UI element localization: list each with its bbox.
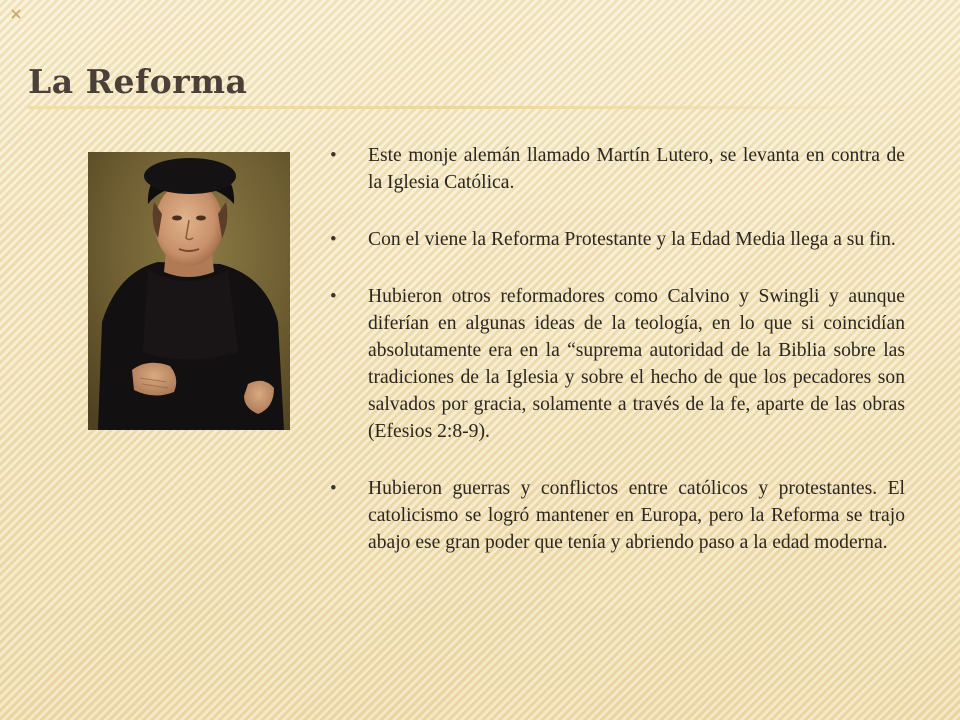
bullet-item [328, 226, 905, 253]
cross-mark-icon [10, 8, 22, 20]
portrait-image [88, 152, 290, 430]
bullet-marker: • [330, 286, 337, 307]
bullet-text: Con el viene la Reforma Protestante y la Edad Media llega a su fin. [368, 229, 896, 250]
bullet-text: Hubieron otros reformadores como Calvino y Swingli y aunque diferían en algunas ideas de la teología, en lo que si coincidían absolutamente era en la “suprema autoridad de la Biblia sobre las tradiciones de la Iglesia y sobre el hecho de que los pecadores son salvados por gracia, solamente a través de la fe, aparte de las obras (Efesios 2:8-9). [368, 286, 905, 442]
bullet-list [328, 142, 905, 586]
bullet-marker: • [330, 229, 337, 250]
bullet-marker: • [330, 145, 337, 166]
bullet-item [328, 142, 905, 196]
slide-title: La Reforma [28, 62, 248, 101]
bullet-item [328, 475, 905, 556]
bullet-text: Hubieron guerras y conflictos entre católicos y protestantes. El catolicismo se logró mantener en Europa, pero la Reforma se trajo abajo ese gran poder que tenía y abriendo paso a la edad moderna.⃞ [368, 478, 905, 553]
bullet-marker: • [330, 478, 337, 499]
bullet-text: Este monje alemán llamado Martín Lutero, se levanta en contra de la Iglesia Católica. [368, 145, 905, 193]
title-underline [28, 106, 933, 109]
bullet-item [328, 283, 905, 445]
